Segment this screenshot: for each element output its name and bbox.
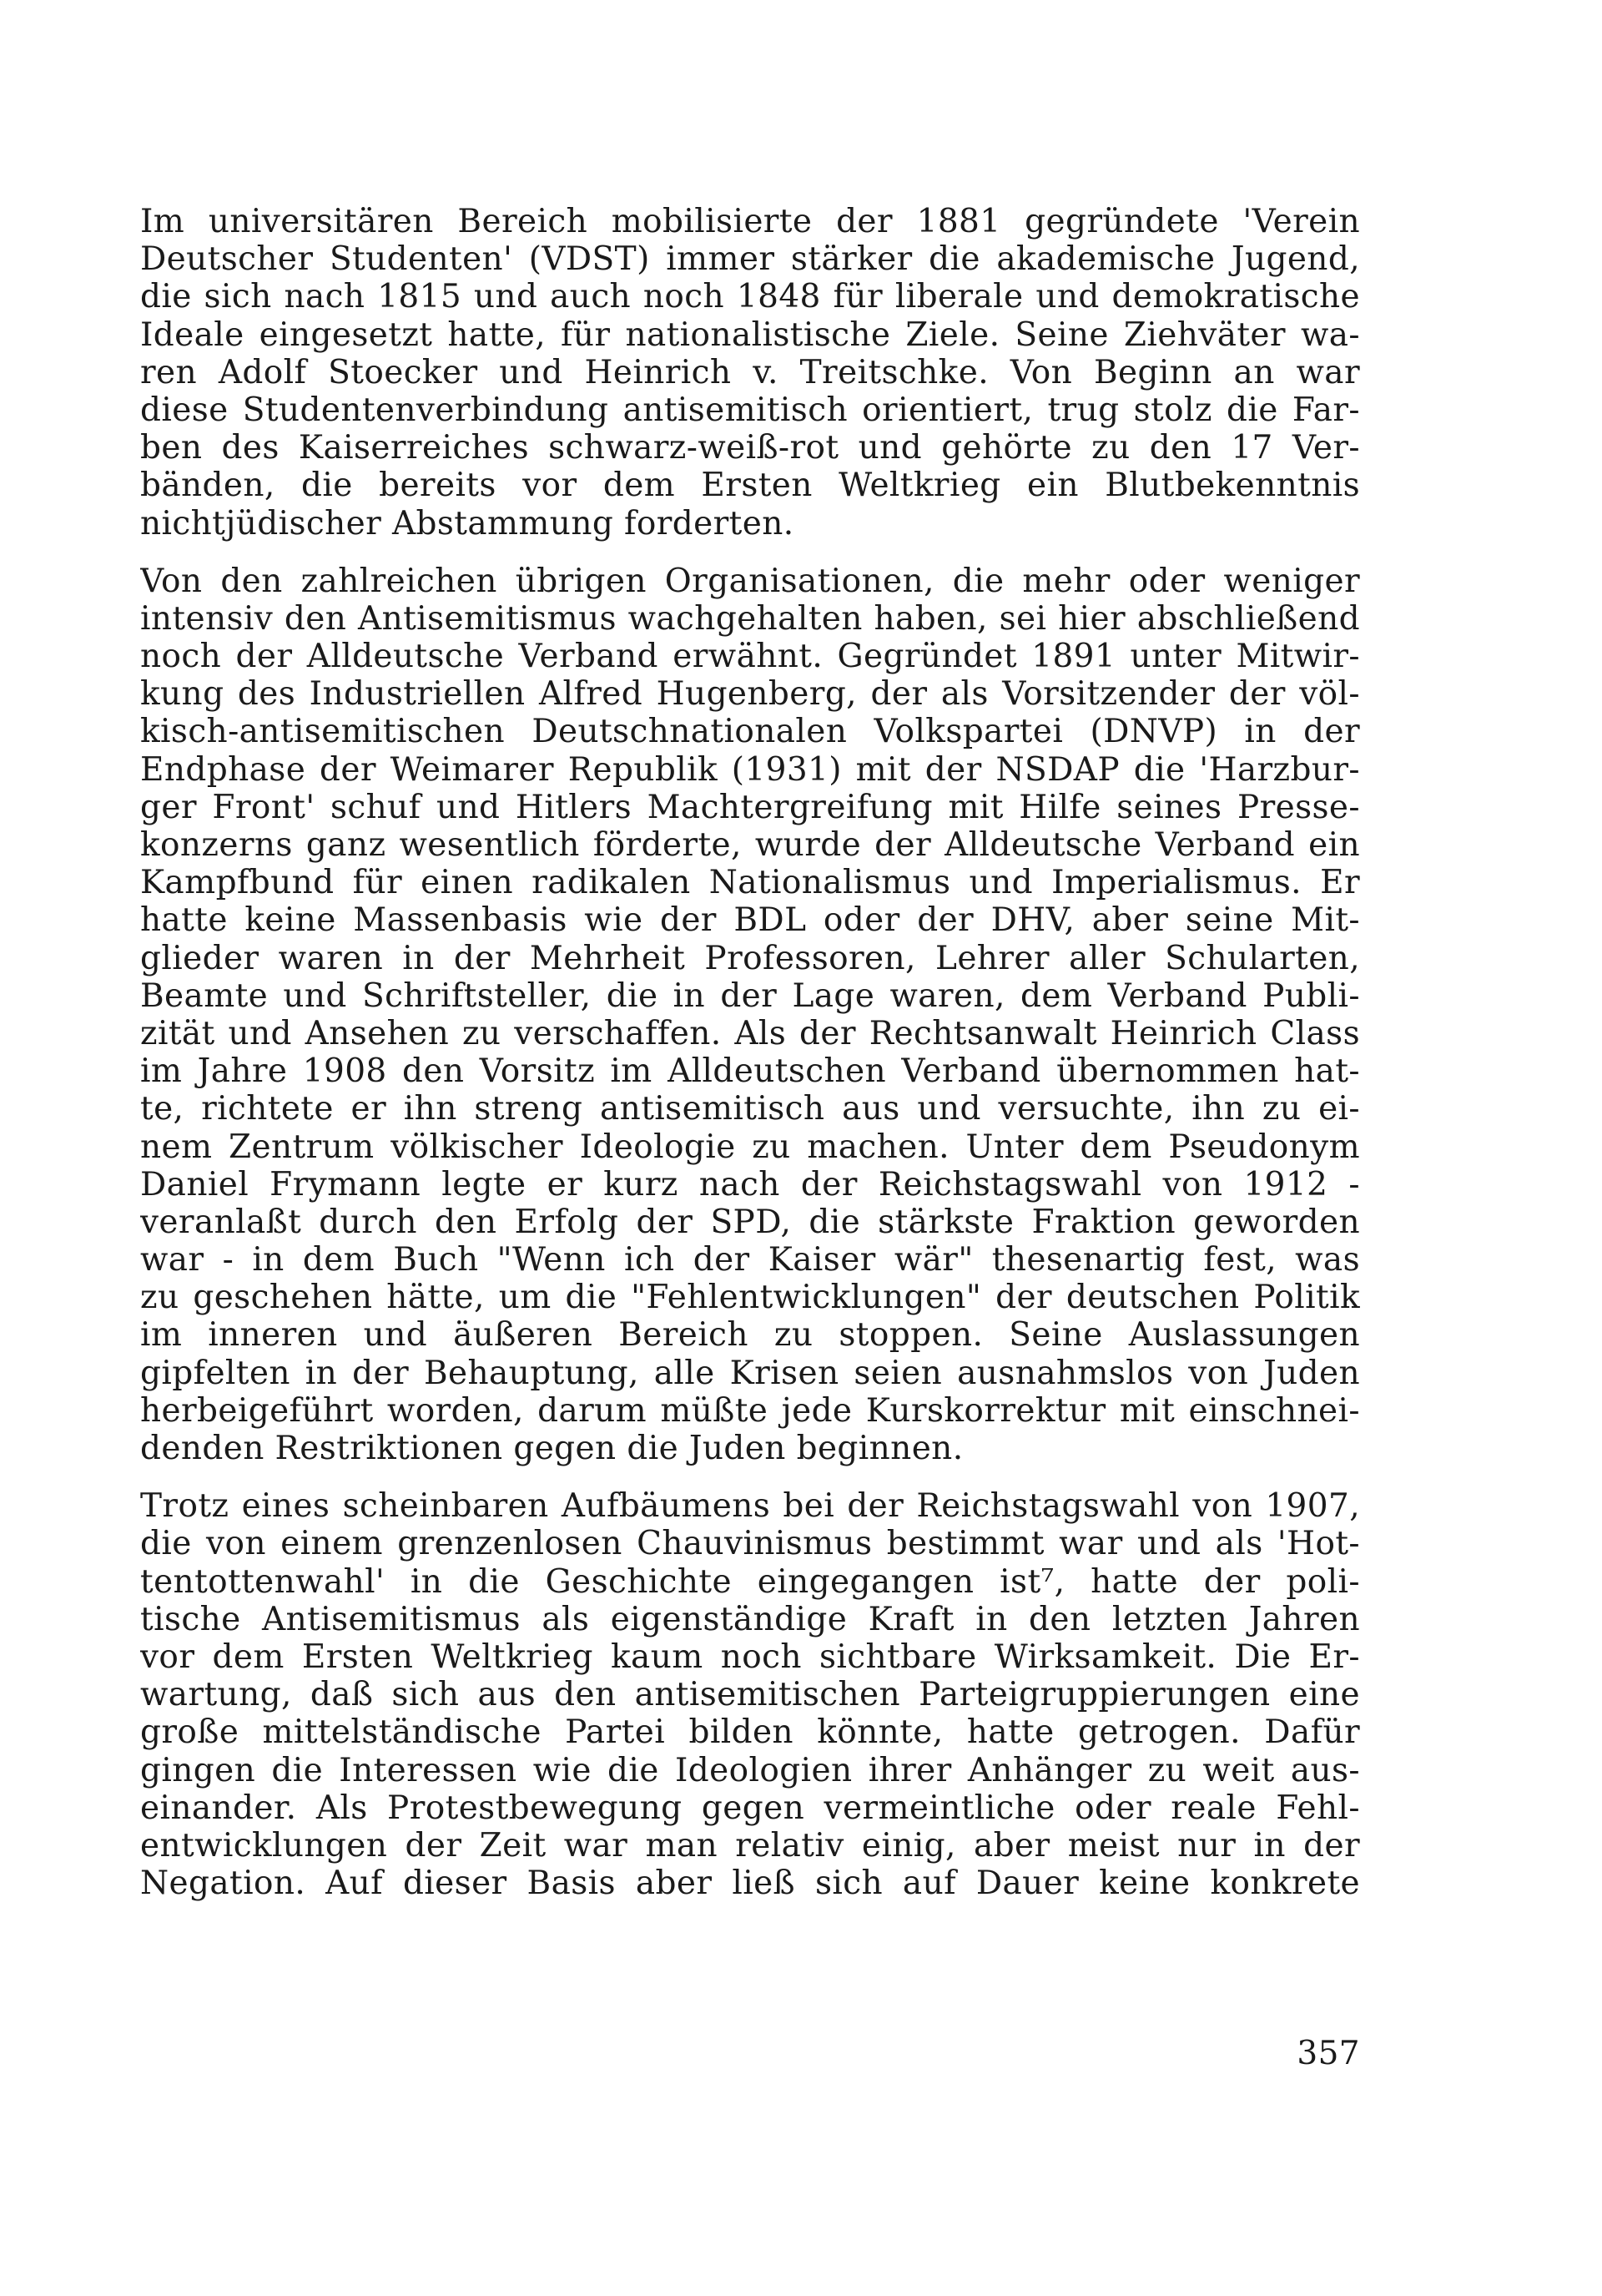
body-text — [140, 203, 1360, 1902]
text-line: herbeigeführt worden, darum müßte jede Kurskorrektur mit einschnei- — [140, 1391, 1360, 1430]
text-line: wartung, daß sich aus den antisemitischen Parteigruppierungen eine — [140, 1676, 1360, 1714]
text-line: entwicklungen der Zeit war man relativ einig, aber meist nur in der — [140, 1826, 1360, 1865]
page-number: 357 — [1297, 2035, 1360, 2072]
text-line: kisch-antisemitischen Deutschnationalen Volkspartei (DNVP) in der — [140, 713, 1360, 751]
text-line: die von einem grenzenlosen Chauvinismus bestimmt war und als 'Hot- — [140, 1525, 1360, 1563]
text-line: Von den zahlreichen übrigen Organisationen, die mehr oder weniger — [140, 562, 1360, 600]
text-line: war - in dem Buch "Wenn ich der Kaiser wär" thesenartig fest, was — [140, 1241, 1360, 1279]
text-line: Trotz eines scheinbaren Aufbäumens bei der Reichstagswahl von 1907, — [140, 1487, 1360, 1526]
text-line: einander. Als Protestbewegung gegen vermeintliche oder reale Fehl- — [140, 1789, 1360, 1827]
text-line: große mittelständische Partei bilden könnte, hatte getrogen. Dafür — [140, 1713, 1360, 1752]
text-line: kung des Industriellen Alfred Hugenberg, der als Vorsitzender der völ- — [140, 675, 1360, 714]
text-line: vor dem Ersten Weltkrieg kaum noch sichtbare Wirksamkeit. Die Er- — [140, 1637, 1360, 1676]
paragraph-1 — [140, 203, 1360, 542]
paragraph-3 — [140, 1487, 1360, 1902]
text-line: zität und Ansehen zu verschaffen. Als der Rechtsanwalt Heinrich Class — [140, 1014, 1360, 1052]
text-line: bänden, die bereits vor dem Ersten Weltkrieg ein Blutbekenntnis — [140, 467, 1360, 505]
text-line: Deutscher Studenten' (VDST) immer stärker die akademische Jugend, — [140, 240, 1360, 279]
text-line: Daniel Frymann legte er kurz nach der Reichstagswahl von 1912 - — [140, 1165, 1360, 1204]
text-line: Kampfbund für einen radikalen Nationalismus und Imperialismus. Er — [140, 864, 1360, 902]
text-line: denden Restriktionen gegen die Juden beginnen. — [140, 1430, 964, 1467]
text-line: konzerns ganz wesentlich förderte, wurde der Alldeutsche Verband ein — [140, 826, 1360, 864]
text-line: noch der Alldeutsche Verband erwähnt. Gegründet 1891 unter Mitwir- — [140, 638, 1360, 676]
paragraph-2 — [140, 563, 1360, 1468]
text-line: die sich nach 1815 und auch noch 1848 für liberale und demokratische — [140, 278, 1360, 316]
text-line: hatte keine Massenbasis wie der BDL oder der DHV, aber seine Mit- — [140, 901, 1360, 940]
text-line: te, richtete er ihn streng antisemitisch aus und versuchte, ihn zu ei- — [140, 1090, 1360, 1128]
text-line: im Jahre 1908 den Vorsitz im Alldeutschen Verband übernommen hat- — [140, 1052, 1360, 1091]
text-line: intensiv den Antisemitismus wachgehalten haben, sei hier abschließend — [140, 599, 1360, 638]
text-line: ben des Kaiserreiches schwarz-weiß-rot und gehörte zu den 17 Ver- — [140, 429, 1360, 467]
text-line: ger Front' schuf und Hitlers Machtergreifung mit Hilfe seines Presse- — [140, 788, 1360, 826]
text-line: Ideale eingesetzt hatte, für nationalistische Ziele. Seine Ziehväter wa- — [140, 315, 1360, 354]
text-line: ren Adolf Stoecker und Heinrich v. Treitschke. Von Beginn an war — [140, 353, 1360, 391]
text-line: tische Antisemitismus als eigenständige Kraft in den letzten Jahren — [140, 1600, 1360, 1638]
text-line: im inneren und äußeren Bereich zu stoppen. Seine Auslassungen — [140, 1316, 1360, 1355]
text-line: Endphase der Weimarer Republik (1931) mit der NSDAP die 'Harzbur- — [140, 750, 1360, 789]
text-line: nem Zentrum völkischer Ideologie zu machen. Unter dem Pseudonym — [140, 1128, 1360, 1166]
text-line: nichtjüdischer Abstammung forderten. — [140, 504, 794, 542]
text-line: Im universitären Bereich mobilisierte der 1881 gegründete 'Verein — [140, 203, 1360, 240]
text-line: Beamte und Schriftsteller, die in der Lage waren, dem Verband Publi- — [140, 976, 1360, 1015]
text-line: zu geschehen hätte, um die "Fehlentwicklungen" der deutschen Politik — [140, 1279, 1360, 1317]
text-line: diese Studentenverbindung antisemitisch orientiert, trug stolz die Far- — [140, 391, 1360, 429]
text-line: gipfelten in der Behauptung, alle Krisen seien ausnahmslos von Juden — [140, 1354, 1360, 1392]
text-line: gingen die Interessen wie die Ideologien ihrer Anhänger zu weit aus- — [140, 1751, 1360, 1789]
text-line: veranlaßt durch den Erfolg der SPD, die stärkste Fraktion geworden — [140, 1203, 1360, 1241]
text-line: Negation. Auf dieser Basis aber ließ sich auf Dauer keine konkrete — [140, 1865, 1360, 1903]
text-line: tentottenwahl' in die Geschichte eingegangen ist⁷, hatte der poli- — [140, 1562, 1360, 1601]
text-line: glieder waren in der Mehrheit Professoren, Lehrer aller Schularten, — [140, 939, 1360, 977]
